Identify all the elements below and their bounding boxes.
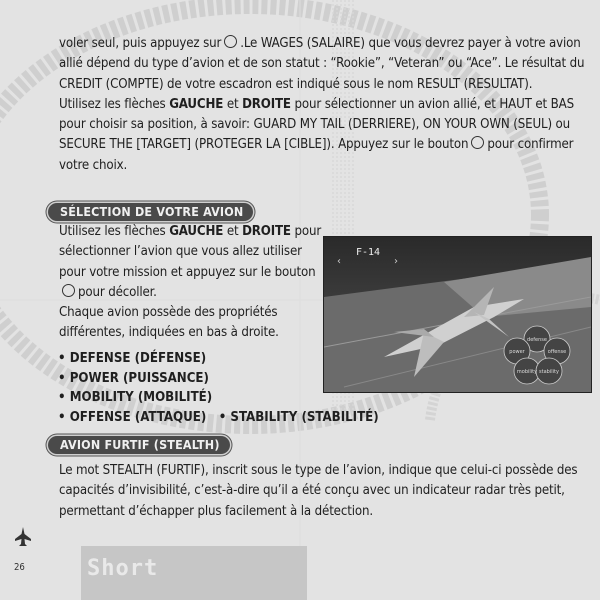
- page-number: 26: [14, 562, 25, 573]
- droite-keyword: DROITE: [242, 96, 291, 112]
- selection-paragraph-1: [59, 222, 324, 303]
- game-screenshot: [323, 236, 592, 393]
- intro-p2-start: Utilisez les flèches: [59, 96, 166, 112]
- radar-label-mobility: mobility: [516, 369, 538, 375]
- section-heading-selection: SÉLECTION DE VOTRE AVION: [48, 203, 253, 221]
- stat-offense: • OFFENSE (ATTAQUE): [58, 409, 207, 425]
- svg-text:‹: ‹: [337, 256, 341, 267]
- svg-text:›: ›: [394, 256, 398, 267]
- selection-p1-middle: pour sélectionner l’avion que vous allez utiliser pour votre mission et appuyez sur le bouton: [59, 224, 322, 280]
- intro-p2-middle: pour sélectionner un avion allié, et HAUT et BAS pour choisir sa position, à savoir: GUARD MY TAIL (DERRIERE), ON YOUR OWN (SEUL) ou SECURE THE [TARGET] (PROTEGER LA [CIBLE]). Appuyez sur le bouton: [59, 96, 574, 153]
- circle-button-icon: [224, 35, 237, 48]
- intro-paragraph-2: [59, 95, 591, 176]
- radar-label-stability: stability: [539, 369, 559, 375]
- radar-label-offense: offense: [547, 349, 567, 355]
- circle-button-icon: [62, 284, 75, 297]
- selection-p1-start: Utilisez les flèches: [59, 224, 166, 239]
- short-title-box: [81, 546, 307, 600]
- section-heading-stealth: AVION FURTIF (STEALTH): [48, 436, 230, 454]
- circle-button-icon: [471, 136, 484, 149]
- stealth-text: Le mot STEALTH (FURTIF), inscrit sous le type de l’avion, indique que celui-ci possède des capacités d’invisibilité, c’est-à-dire qu’il a été conçu avec un indicateur radar très petit, permettant d’échapper plus facilement à la détection.: [59, 463, 578, 519]
- selection-text: [59, 222, 324, 344]
- et-word: et: [226, 224, 239, 239]
- stat-defense: • DEFENSE (DÉFENSE): [58, 351, 207, 366]
- radar-label-power: power: [509, 349, 525, 355]
- intro-p1-start: voler seul, puis appuyez sur: [59, 36, 222, 51]
- gauche-keyword: GAUCHE: [169, 224, 224, 239]
- selection-p1-end: pour décoller.: [78, 284, 157, 300]
- stat-mobility: • MOBILITY (MOBILITÉ): [58, 390, 213, 406]
- intro-text: [59, 34, 591, 176]
- et-word: et: [226, 96, 239, 112]
- stat-power: • POWER (PUISSANCE): [58, 370, 209, 386]
- gauche-keyword: GAUCHE: [169, 96, 224, 112]
- selection-paragraph-2: Chaque avion possède des propriétés différentes, indiquées en bas à droite.: [59, 305, 279, 341]
- radar-label-defense: defense: [527, 337, 547, 343]
- intro-p1-end: .Le WAGES (SALAIRE) que vous devrez payer à votre avion allié dépend du type d’avion et de son statut : “Rookie”, “Veteran” ou “Ace”. Le résultat du CREDIT (COMPTE) de votre escadron est indiqué sous le nom RESULT (RESULTAT).: [59, 36, 585, 92]
- short-label: Short: [87, 556, 159, 581]
- jet-icon: [15, 527, 31, 547]
- intro-paragraph-1: [59, 34, 591, 95]
- stat-stability: • STABILITY (STABILITÉ): [218, 409, 379, 425]
- droite-keyword: DROITE: [242, 224, 291, 239]
- screenshot-graphic: [324, 237, 591, 392]
- aircraft-label: F-14: [356, 247, 381, 258]
- intro-p2-end: pour confirmer votre choix.: [59, 137, 574, 173]
